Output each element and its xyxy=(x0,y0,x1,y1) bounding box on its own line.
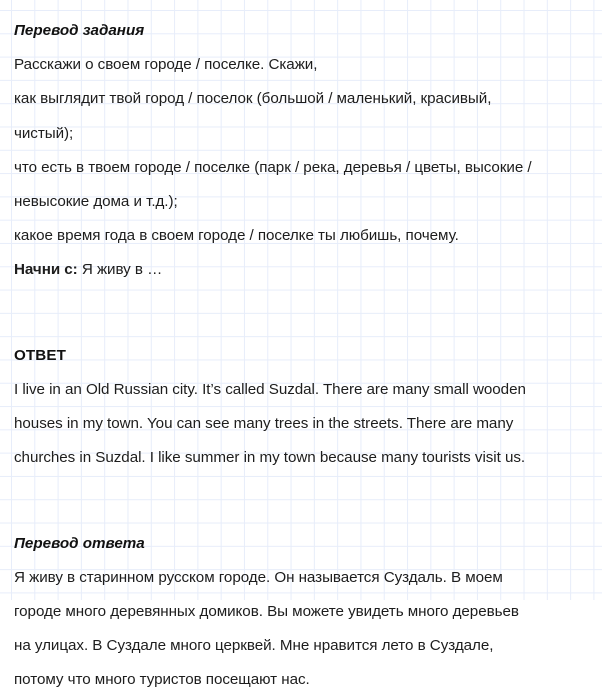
answer-line: I live in an Old Russian city. It’s called Suzdal. There are many small wooden xyxy=(14,380,526,398)
task-translation-line: чистый); xyxy=(14,124,74,142)
starter-label: Начни с: xyxy=(14,261,78,279)
answer-heading: ОТВЕТ xyxy=(14,346,66,364)
answer-line: churches in Suzdal. I like summer in my town because many tourists visit us. xyxy=(14,449,526,467)
answer-translation-line: потому что много туристов посещают нас. xyxy=(14,671,310,689)
top-padding xyxy=(14,0,590,14)
task-translation-line: что есть в твоем городе / поселке (парк / река, деревья / цветы, высокие / xyxy=(14,158,532,176)
task-translation-line: невысокие дома и т.д.); xyxy=(14,192,178,210)
task-translation-line: как выглядит твой город / поселок (большой / маленький, красивый, xyxy=(14,90,492,108)
section-answer-translation xyxy=(14,527,590,698)
answer-translation-line: на улицах. В Суздале много церквей. Мне нравится лето в Суздале, xyxy=(14,637,494,655)
section-gap xyxy=(14,288,590,322)
starter-line xyxy=(14,253,590,287)
answer-translation-heading: Перевод ответа xyxy=(14,534,145,552)
answer-line: houses in my town. You can see many trees in the streets. There are many xyxy=(14,415,514,433)
section-task-translation xyxy=(14,14,590,288)
task-translation-line: какое время года в своем городе / поселке ты любишь, почему. xyxy=(14,227,459,245)
answer-translation-line: городе много деревянных домиков. Вы можете увидеть много деревьев xyxy=(14,603,519,620)
section-gap-small xyxy=(14,510,590,527)
section-answer xyxy=(14,339,590,476)
starter-text: Я живу в … xyxy=(77,261,163,279)
task-translation-line: Расскажи о своем городе / поселке. Скажи, xyxy=(14,56,318,74)
section-gap-small xyxy=(14,322,590,339)
section-gap xyxy=(14,475,590,509)
answer-translation-line: Я живу в старинном русском городе. Он называется Суздаль. В моем xyxy=(14,568,503,586)
task-translation-heading: Перевод задания xyxy=(14,22,145,39)
